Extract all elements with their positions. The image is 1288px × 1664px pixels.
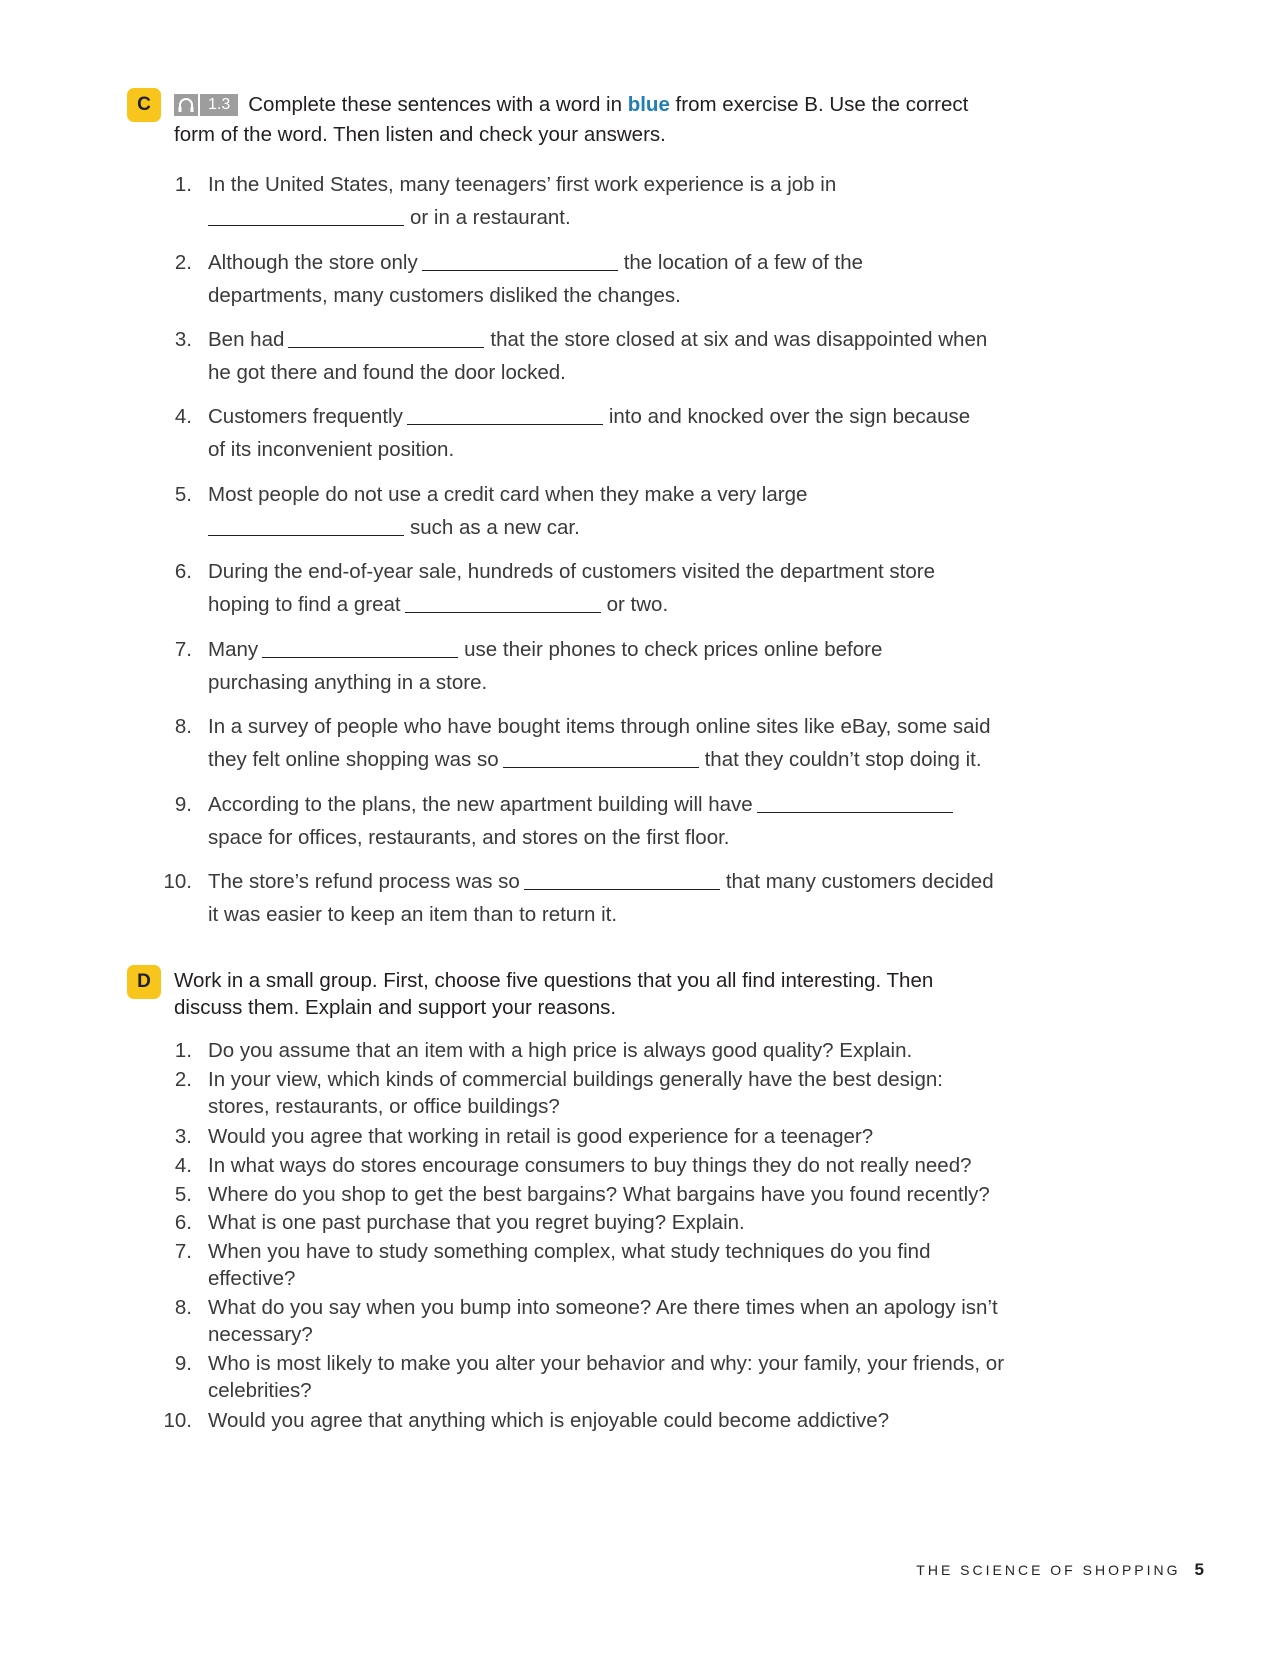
instruction-text-end: from exercise B. Use the correct form of the word. Then listen and check your answers. xyxy=(174,93,969,146)
answer-blank[interactable] xyxy=(524,867,720,890)
exercise-item xyxy=(166,478,1006,544)
exercise-item xyxy=(166,788,1006,854)
item-text: hoping to find a great xyxy=(208,593,401,616)
item-text: of its inconvenient position. xyxy=(208,438,455,461)
discussion-question xyxy=(166,1350,1006,1404)
item-text: that many customers decided xyxy=(725,870,994,893)
section-c-badge: C xyxy=(127,88,161,122)
answer-blank[interactable] xyxy=(503,745,699,768)
instruction-blue-word: blue xyxy=(627,93,670,116)
answer-blank[interactable] xyxy=(757,790,953,813)
item-text: In a survey of people who have bought items through online sites like eBay, some said xyxy=(208,715,991,738)
discussion-question xyxy=(166,1123,1006,1150)
question-text: Where do you shop to get the best bargains? What bargains have you found recently? xyxy=(208,1183,990,1206)
item-text: In the United States, many teenagers’ first work experience is a job in xyxy=(208,173,837,196)
exercise-item xyxy=(166,323,1006,389)
discussion-question xyxy=(166,1209,1006,1236)
item-text: such as a new car. xyxy=(410,516,580,539)
item-text: The store’s refund process was so xyxy=(208,870,520,893)
answer-blank[interactable] xyxy=(422,248,618,271)
question-number: 6. xyxy=(174,1211,192,1234)
item-text: Ben had xyxy=(208,328,285,351)
question-text: Would you agree that anything which is enjoyable could become addictive? xyxy=(208,1409,890,1432)
answer-blank[interactable] xyxy=(208,203,404,226)
item-number: 7. xyxy=(174,638,192,661)
item-text: purchasing anything in a store. xyxy=(208,671,488,694)
item-text: use their phones to check prices online before xyxy=(464,638,883,661)
page-footer xyxy=(916,1560,1204,1580)
section-d-instruction: Work in a small group. First, choose five questions that you all find interesting. Then discuss them. Explain and support your reasons. xyxy=(174,969,934,1019)
item-text: it was easier to keep an item than to return it. xyxy=(208,903,618,926)
question-text: In your view, which kinds of commercial buildings generally have the best design: stores, restaurants, or office buildings? xyxy=(208,1068,943,1118)
question-number: 7. xyxy=(174,1240,192,1263)
item-text: that the store closed at six and was disappointed when xyxy=(490,328,988,351)
discussion-question xyxy=(166,1238,1006,1292)
footer-unit-title: THE SCIENCE OF SHOPPING xyxy=(916,1562,1181,1578)
discussion-question xyxy=(166,1066,1006,1120)
instruction-text: Complete these sentences with a word in xyxy=(248,93,628,116)
item-number: 10. xyxy=(163,870,192,893)
exercise-item xyxy=(166,633,1006,699)
item-text: According to the plans, the new apartment building will have xyxy=(208,793,753,816)
item-text: departments, many customers disliked the changes. xyxy=(208,284,681,307)
discussion-question xyxy=(166,1294,1006,1348)
question-number: 3. xyxy=(174,1125,192,1148)
item-text: During the end-of-year sale, hundreds of customers visited the department store xyxy=(208,560,935,583)
answer-blank[interactable] xyxy=(208,513,404,536)
question-number: 9. xyxy=(174,1352,192,1375)
exercise-item xyxy=(166,555,1006,621)
exercise-item xyxy=(166,710,1006,776)
audio-track-number: 1.3 xyxy=(200,94,238,116)
question-text: What do you say when you bump into someone? Are there times when an apology isn’t necessary? xyxy=(208,1296,998,1346)
discussion-question xyxy=(166,1037,1006,1064)
exercise-item xyxy=(163,865,1006,931)
section-d-badge: D xyxy=(127,965,161,999)
item-text: Many xyxy=(208,638,259,661)
item-text: into and knocked over the sign because xyxy=(608,405,971,428)
question-number: 4. xyxy=(174,1154,192,1177)
item-number: 5. xyxy=(174,483,192,506)
discussion-question xyxy=(163,1407,1006,1434)
headphones-icon xyxy=(174,94,198,116)
question-number: 10. xyxy=(163,1409,192,1432)
item-text: or two. xyxy=(606,593,669,616)
question-text: Who is most likely to make you alter your behavior and why: your family, your friends, or celebrities? xyxy=(208,1352,1005,1402)
item-text: he got there and found the door locked. xyxy=(208,361,566,384)
question-number: 1. xyxy=(174,1039,192,1062)
section-c-instruction xyxy=(174,91,1014,148)
item-text: Although the store only xyxy=(208,251,418,274)
page-number: 5 xyxy=(1194,1560,1204,1579)
item-number: 9. xyxy=(174,793,192,816)
question-text: What is one past purchase that you regret buying? Explain. xyxy=(208,1211,745,1234)
question-text: When you have to study something complex, what study techniques do you find effective? xyxy=(208,1240,931,1290)
exercise-item xyxy=(166,400,1006,466)
question-text: Would you agree that working in retail is good experience for a teenager? xyxy=(208,1125,874,1148)
item-number: 1. xyxy=(174,173,192,196)
item-text: Customers frequently xyxy=(208,405,403,428)
answer-blank[interactable] xyxy=(405,590,601,613)
answer-blank[interactable] xyxy=(288,325,484,348)
item-text: they felt online shopping was so xyxy=(208,748,499,771)
item-number: 3. xyxy=(174,328,192,351)
question-number: 5. xyxy=(174,1183,192,1206)
exercise-item xyxy=(166,246,1006,312)
item-number: 4. xyxy=(174,405,192,428)
question-text: Do you assume that an item with a high price is always good quality? Explain. xyxy=(208,1039,913,1062)
exercise-item xyxy=(166,168,1006,234)
question-number: 2. xyxy=(174,1068,192,1091)
item-number: 8. xyxy=(174,715,192,738)
item-text: Most people do not use a credit card when they make a very large xyxy=(208,483,808,506)
discussion-question xyxy=(166,1152,1006,1179)
item-text: or in a restaurant. xyxy=(410,206,571,229)
question-text: In what ways do stores encourage consumers to buy things they do not really need? xyxy=(208,1154,972,1177)
audio-track-marker[interactable] xyxy=(174,94,238,121)
item-text: that they couldn’t stop doing it. xyxy=(704,748,982,771)
discussion-question xyxy=(166,1181,1006,1208)
answer-blank[interactable] xyxy=(407,402,603,425)
answer-blank[interactable] xyxy=(262,635,458,658)
item-text: the location of a few of the xyxy=(623,251,864,274)
item-number: 6. xyxy=(174,560,192,583)
item-text: space for offices, restaurants, and stores on the first floor. xyxy=(208,826,730,849)
item-number: 2. xyxy=(174,251,192,274)
question-number: 8. xyxy=(174,1296,192,1319)
